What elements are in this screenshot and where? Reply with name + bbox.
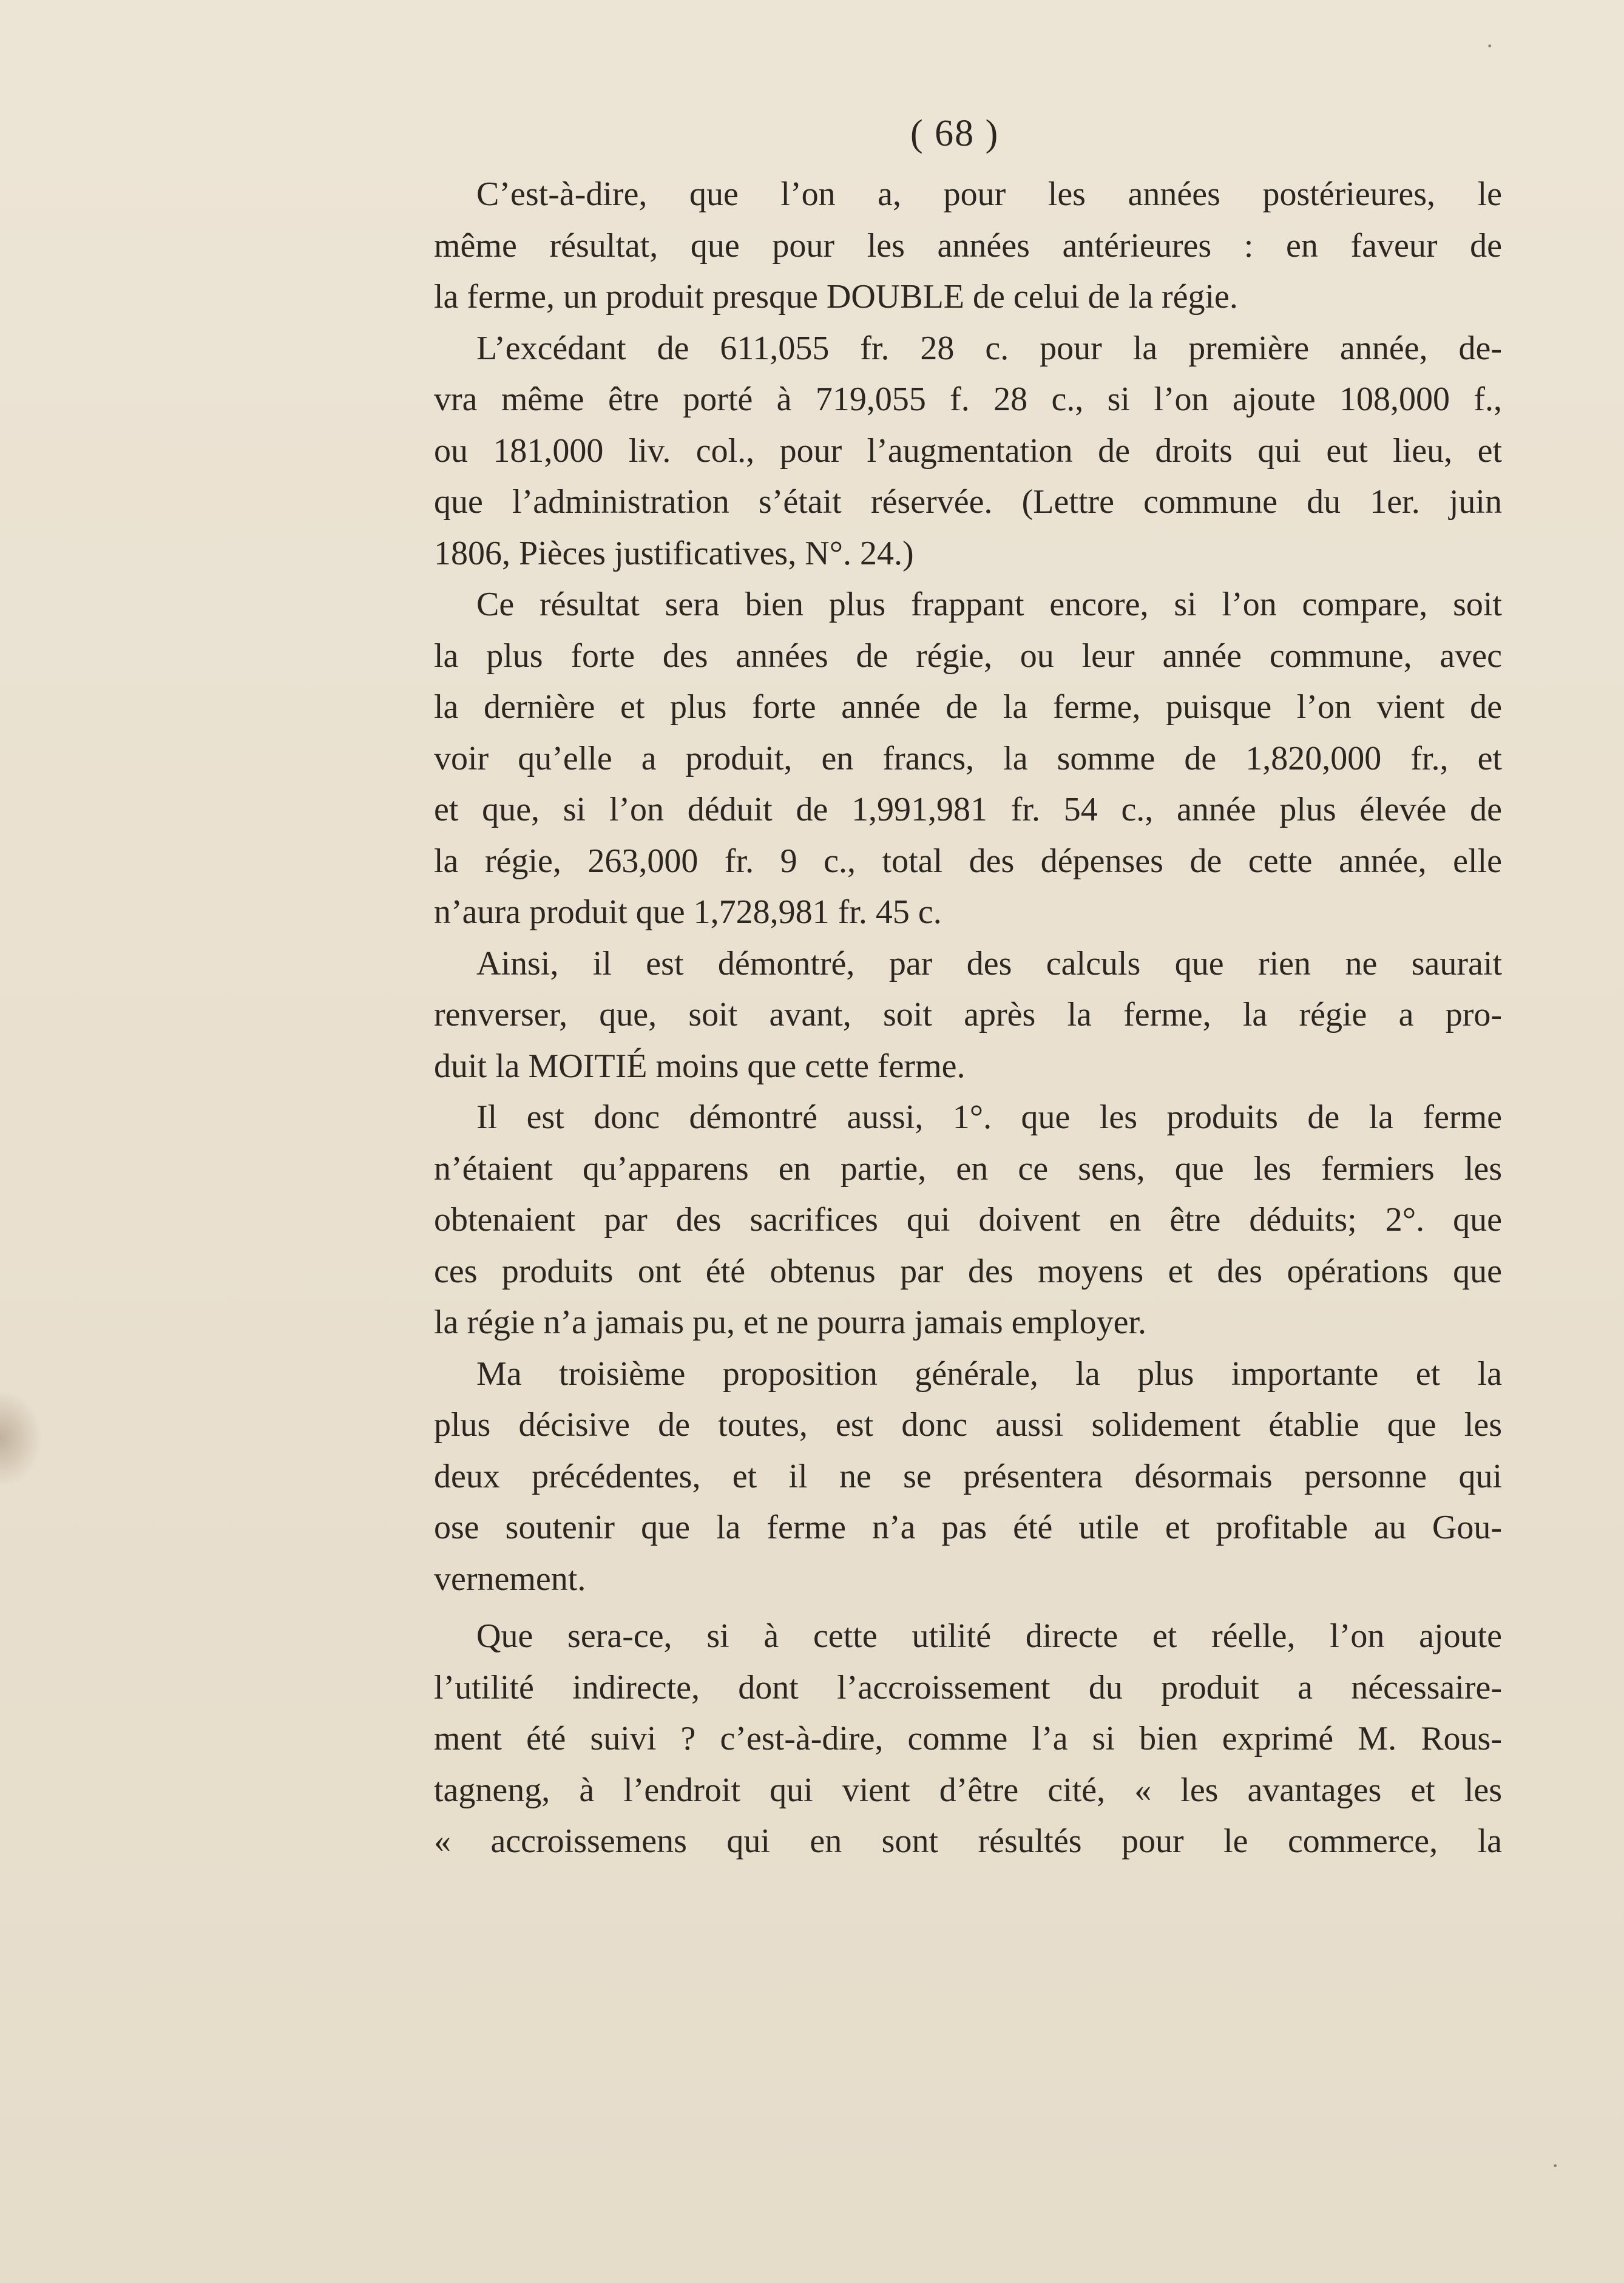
text-line: L’excédant de 611,055 fr. 28 c. pour la première année, de- [476, 329, 1502, 367]
text-line: la ferme, un produit presque DOUBLE de celui de la régie. [434, 278, 1238, 316]
text-line: vra même être porté à 719,055 f. 28 c., si l’on ajoute 108,000 f., [434, 380, 1502, 418]
text-line: ces produits ont été obtenus par des moyens et des opérations que [434, 1252, 1502, 1290]
text-line: ou 181,000 liv. col., pour l’augmentation de droits qui eut lieu, et [434, 431, 1502, 470]
text-line: ment été suivi ? c’est-à-dire, comme l’a si bien exprimé M. Rous- [434, 1720, 1502, 1757]
text-line: renverser, que, soit avant, soit après la ferme, la régie a pro- [434, 996, 1502, 1033]
speck-mark: · [1551, 2152, 1560, 2179]
text-line: vernement. [434, 1560, 586, 1598]
page-stain [0, 1390, 42, 1487]
text-line: même résultat, que pour les années antérieures : en faveur de [434, 226, 1502, 265]
text-line: Il est donc démontré aussi, 1°. que les produits de la ferme [476, 1098, 1502, 1136]
text-line: Ma troisième proposition générale, la plus importante et la [476, 1355, 1502, 1393]
text-line: voir qu’elle a produit, en francs, la somme de 1,820,000 fr., et [434, 739, 1502, 777]
text-line: et que, si l’on déduit de 1,991,981 fr. 54 c., année plus élevée de [434, 791, 1502, 828]
text-line: la plus forte des années de régie, ou leur année commune, avec [434, 637, 1502, 675]
body-text [434, 169, 1502, 1867]
text-line: « accroissemens qui en sont résultés pour le commerce, la [434, 1822, 1502, 1860]
text-line: la dernière et plus forte année de la ferme, puisque l’on vient de [434, 688, 1502, 726]
text-line: ose soutenir que la ferme n’a pas été utile et profitable au Gou- [434, 1509, 1502, 1546]
text-line: la régie n’a jamais pu, et ne pourra jamais employer. [434, 1304, 1147, 1341]
text-line: que l’administration s’était réservée. (Lettre commune du 1er. juin [434, 483, 1502, 521]
speck-mark: · [1486, 32, 1494, 59]
text-line: l’utilité indirecte, dont l’accroissement du produit a nécessaire- [434, 1668, 1502, 1706]
text-line: deux précédentes, et il ne se présentera désormais personne qui [434, 1457, 1502, 1495]
text-line: Ce résultat sera bien plus frappant encore, si l’on compare, soit [476, 586, 1502, 623]
text-line: C’est-à-dire, que l’on a, pour les années postérieures, le [476, 175, 1502, 213]
text-line: duit la MOITIÉ moins que cette ferme. [434, 1047, 966, 1085]
text-line: Que sera-ce, si à cette utilité directe et réelle, l’on ajoute [476, 1617, 1502, 1655]
text-line: la régie, 263,000 fr. 9 c., total des dépenses de cette année, elle [434, 842, 1502, 880]
text-line: plus décisive de toutes, est donc aussi solidement établie que les [434, 1406, 1502, 1444]
text-line: n’aura produit que 1,728,981 fr. 45 c. [434, 893, 942, 931]
text-line: tagneng, à l’endroit qui vient d’être cité, « les avantages et les [434, 1771, 1502, 1809]
text-line: obtenaient par des sacrifices qui doivent en être déduits; 2°. que [434, 1201, 1502, 1239]
text-line: Ainsi, il est démontré, par des calculs que rien ne saurait [476, 944, 1502, 983]
text-line: 1806, Pièces justificatives, N°. 24.) [434, 534, 914, 572]
page-number: ( 68 ) [910, 113, 1000, 154]
text-line: n’étaient qu’apparens en partie, en ce sens, que les fermiers les [434, 1149, 1502, 1188]
